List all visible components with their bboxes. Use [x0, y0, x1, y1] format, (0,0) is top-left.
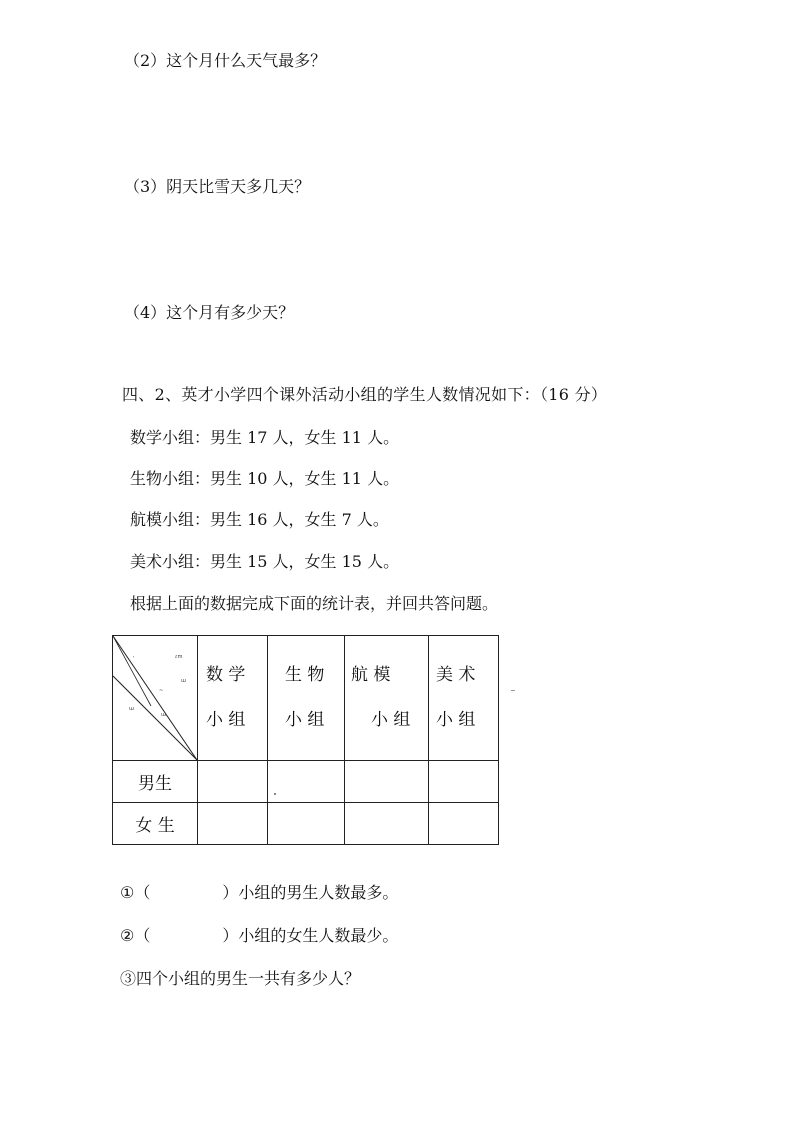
cell-girls-model[interactable]: [345, 803, 429, 845]
table-row-boys: [113, 761, 499, 803]
cell-girls-art[interactable]: [429, 803, 499, 845]
row-label-boys: 男生: [113, 761, 198, 803]
question-4: （4）这个月有多少天？: [124, 303, 295, 322]
data-line-art: 美术小组：男生 15 人，女生 15 人。: [130, 552, 400, 571]
cell-boys-biology[interactable]: [268, 761, 345, 803]
table-row-girls: [113, 803, 499, 845]
diag-mark: ɯ: [181, 678, 186, 684]
diag-mark: ': [133, 656, 135, 662]
diagonal-header-cell: [113, 636, 198, 761]
row-label-girls: 女 生: [113, 803, 198, 845]
answer-1: [120, 880, 398, 903]
cell-boys-math[interactable]: [198, 761, 268, 803]
answer-1-prefix: ①（: [120, 883, 151, 902]
answer-2: [120, 923, 398, 946]
col-header-biology: 生 物 小 组: [268, 636, 345, 761]
diag-mark: ~: [159, 688, 164, 694]
question-2: （2）这个月什么天气最多？: [124, 51, 327, 70]
answer-1-suffix: ）小组的男生人数最多。: [222, 883, 399, 902]
cell-boys-art[interactable]: [429, 761, 499, 803]
cell-girls-math[interactable]: [198, 803, 268, 845]
col-header-art: 美 术 小 组: [429, 636, 499, 761]
answer-2-suffix: ）小组的女生人数最少。: [222, 926, 399, 945]
stray-dot: [274, 793, 276, 795]
diag-mark: ɯ: [129, 706, 134, 712]
data-line-model: 航模小组：男生 16 人，女生 7 人。: [130, 510, 389, 529]
statistics-table: [112, 635, 499, 845]
data-line-math: 数学小组：男生 17 人，女生 11 人。: [130, 428, 400, 447]
data-line-biology: 生物小组：男生 10 人，女生 11 人。: [130, 469, 400, 488]
diag-mark: ɾm: [175, 654, 183, 660]
diag-mark: ɯ: [161, 712, 166, 718]
cell-girls-biology[interactable]: [268, 803, 345, 845]
col-header-math: 数 学 小 组: [198, 636, 268, 761]
section-title: 四、2、英才小学四个课外活动小组的学生人数情况如下：（16 分）: [122, 385, 608, 404]
answer-2-prefix: ②（: [120, 926, 151, 945]
cell-boys-model[interactable]: [345, 761, 429, 803]
instruction: 根据上面的数据完成下面的统计表，并回共答问题。: [130, 594, 499, 613]
table-header-row: [113, 636, 499, 761]
answer-3: ③四个小组的男生一共有多少人？: [120, 969, 361, 988]
question-3: （3）阴天比雪天多几天？: [124, 177, 311, 196]
col-header-model: 航 模 小 组: [345, 636, 429, 761]
stray-mark: [511, 690, 515, 691]
diagonal-lines: [113, 636, 197, 760]
